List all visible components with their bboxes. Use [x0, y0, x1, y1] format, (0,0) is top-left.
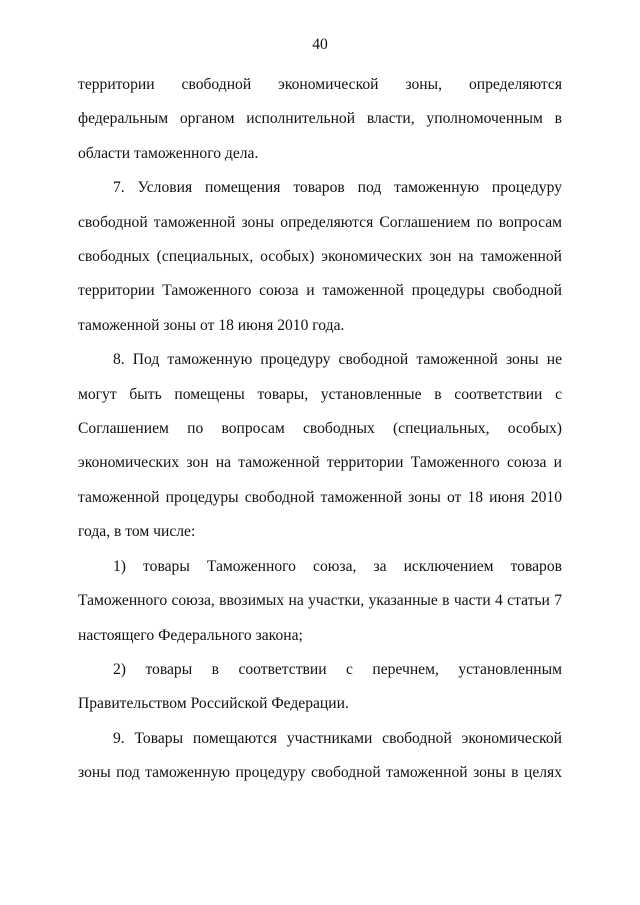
page-number: 40 — [312, 36, 328, 53]
document-body — [78, 68, 562, 791]
subparagraph-1: 1) товары Таможенного союза, за исключением товаров Таможенного союза, ввозимых на участки, указанные в части 4 статьи 7 настоящего Федерального закона; — [78, 557, 562, 644]
subparagraph-2: 2) товары в соответствии с перечнем, установленным Правительством Российской Федерации. — [78, 660, 562, 713]
paragraph-item-9: 9. Товары помещаются участниками свободной экономической зоны под таможенную процедуру свободной таможенной зоны в целях — [78, 729, 562, 782]
paragraph-item-8: 8. Под таможенную процедуру свободной таможенной зоны не могут быть помещены товары, установленные в соответствии с Соглашением по вопросам свободных (специальных, особых) экономических зон на таможенной территории Таможенного союза и таможенной процедуры свободной таможенной зоны от 18 июня 2010 года, в том числе: — [78, 351, 562, 541]
paragraph-item-7: 7. Условия помещения товаров под таможенную процедуру свободной таможенной зоны определяются Соглашением по вопросам свободных (специальных, особых) экономических зон на таможенной территории Таможенного союза и таможенной процедуры свободной таможенной зоны от 18 июня 2010 года. — [78, 179, 562, 334]
paragraph-continuation: территории свободной экономической зоны, определяются федеральным органом исполнительной власти, уполномоченным в области таможенного дела. — [78, 76, 562, 162]
